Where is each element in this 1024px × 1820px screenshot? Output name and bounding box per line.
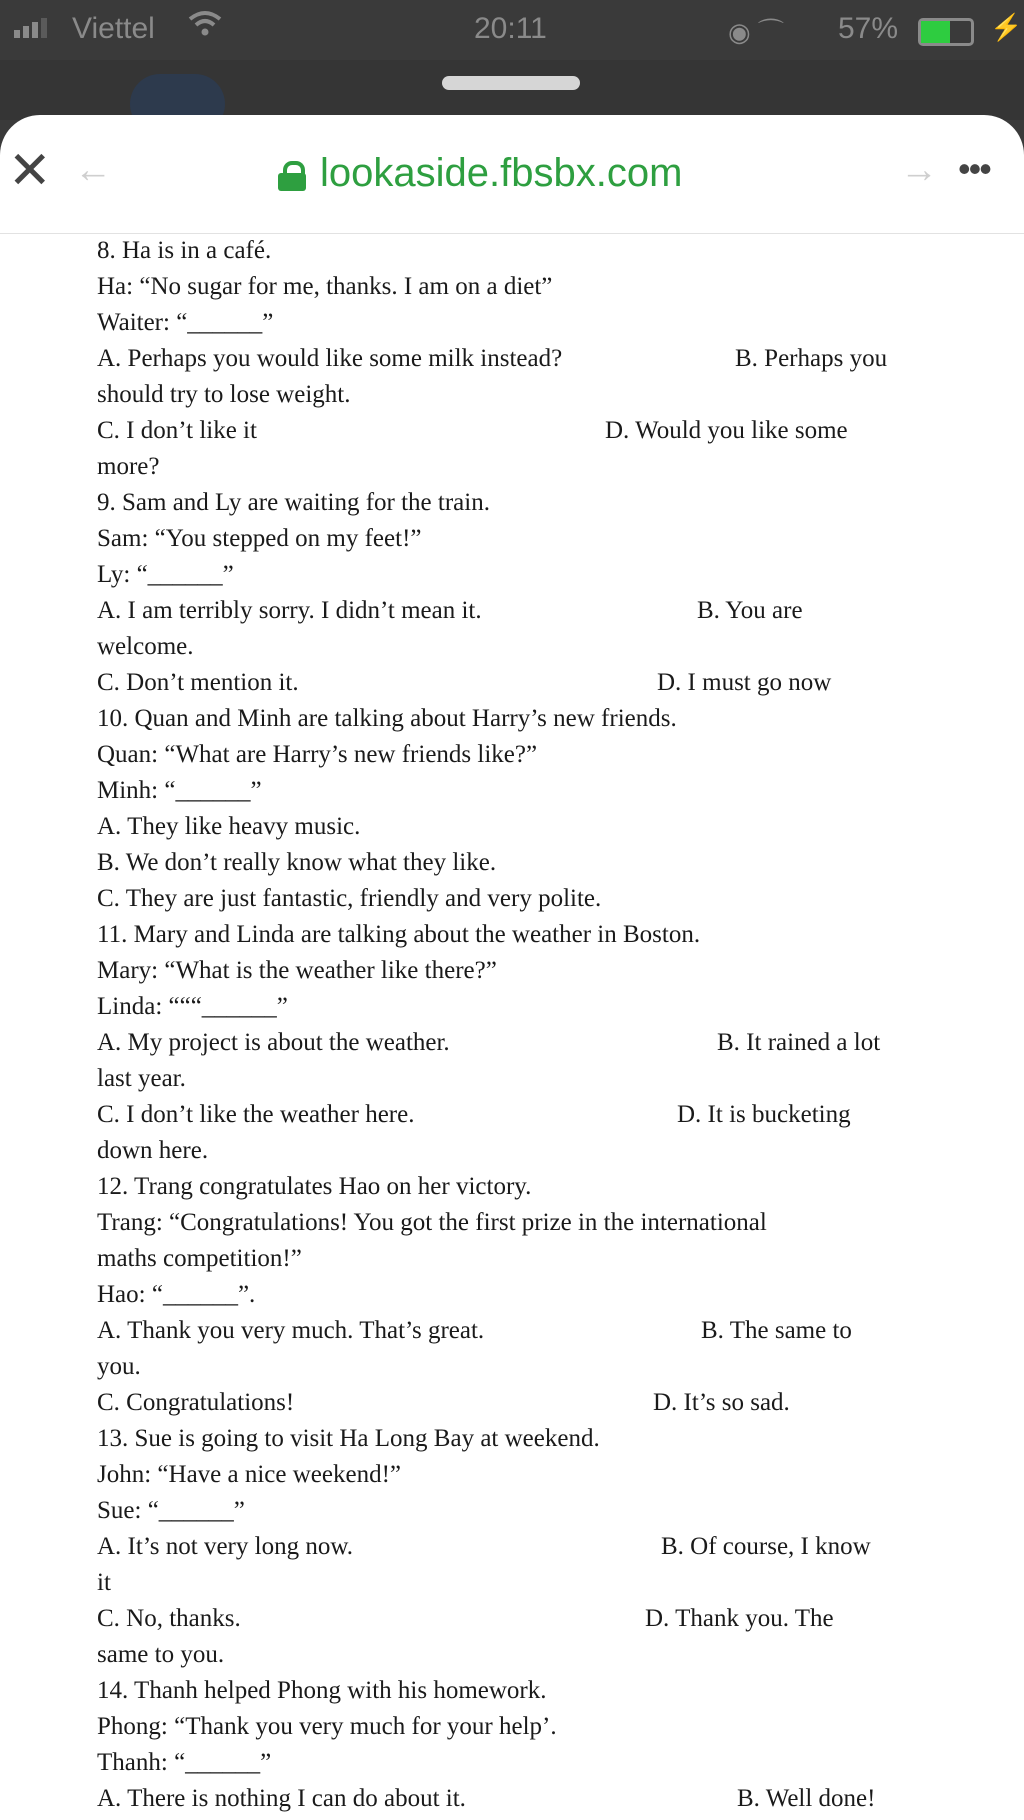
line-text: C. No, thanks. [97,1605,241,1632]
document-line [97,1709,997,1745]
document-line [97,1493,997,1529]
line-text: A. My project is about the weather. [97,1029,450,1056]
option-right: D. I must go now [657,669,832,696]
document-line [97,773,997,809]
line-text: 10. Quan and Minh are talking about Harry’s new friends. [97,705,677,732]
line-text: Ly: “______” [97,561,234,588]
document-line [97,413,997,449]
line-text: more? [97,453,160,480]
line-text: Hao: “______”. [97,1281,256,1308]
document-line [97,485,997,521]
document-line [97,1061,997,1097]
line-text: should try to lose weight. [97,381,351,408]
line-text: Trang: “Congratulations! You got the first prize in the international [97,1209,767,1236]
document-line [97,917,997,953]
document-line [97,269,997,305]
line-text: Phong: “Thank you very much for your help’. [97,1713,557,1740]
line-text: Sue: “______” [97,1497,245,1524]
line-text: down here. [97,1137,209,1164]
url-bar [0,115,1024,234]
line-text: A. Perhaps you would like some milk instead? [97,345,563,372]
document-line [97,1241,997,1277]
document-line [97,593,997,629]
line-text: A. I am terribly sorry. I didn’t mean it. [97,597,482,624]
charging-icon: ⚡ [990,12,1023,42]
document-line [97,305,997,341]
document-line [97,737,997,773]
line-text: C. Don’t mention it. [97,669,299,696]
line-text: 11. Mary and Linda are talking about the weather in Boston. [97,921,701,948]
document-line [97,1349,997,1385]
line-text: 14. Thanh helped Phong with his homework. [97,1677,547,1704]
document-line [97,881,997,917]
status-bar [0,0,1024,60]
battery-level [921,21,950,43]
option-right: B. Of course, I know [661,1533,871,1560]
line-text: 13. Sue is going to visit Ha Long Bay at weekend. [97,1425,600,1452]
document-line [97,1781,997,1817]
option-right: D. Thank you. The [645,1605,834,1632]
document-line [97,521,997,557]
option-right: D. It’s so sad. [653,1389,790,1416]
line-text: C. They are just fantastic, friendly and very polite. [97,885,602,912]
line-text: John: “Have a nice weekend!” [97,1461,402,1488]
document-line [97,1133,997,1169]
line-text: it [97,1569,111,1596]
document-line [97,1601,997,1637]
line-text: 12. Trang congratulates Hao on her victory. [97,1173,532,1200]
line-text: A. There is nothing I can do about it. [97,1785,466,1812]
option-right: B. The same to [701,1317,852,1344]
sheet-drag-handle[interactable] [442,76,580,90]
document-line [97,233,997,269]
document-line [97,1169,997,1205]
line-text: you. [97,1353,141,1380]
line-text: Ha: “No sugar for me, thanks. I am on a diet” [97,273,553,300]
carrier-name: Viettel [72,12,155,45]
document-line [97,1637,997,1673]
document-line [97,1673,997,1709]
document-content [97,233,997,1817]
document-line [97,557,997,593]
line-text: Linda: “““______” [97,993,288,1020]
document-line [97,341,997,377]
document-line [97,845,997,881]
document-line [97,1313,997,1349]
option-right: D. Would you like some [605,417,848,444]
browser-sheet [0,115,1024,1820]
line-text: same to you. [97,1641,225,1668]
line-text: welcome. [97,633,194,660]
status-icons: ◉ ⌒ [728,17,784,47]
line-text: last year. [97,1065,186,1092]
back-arrow-icon[interactable]: ← [74,149,112,191]
line-text: Waiter: “______” [97,309,274,336]
document-line [97,1205,997,1241]
line-text: 9. Sam and Ly are waiting for the train. [97,489,490,516]
line-text: Thanh: “______” [97,1749,272,1776]
document-line [97,449,997,485]
line-text: 8. Ha is in a café. [97,237,272,264]
line-text: maths competition!” [97,1245,302,1272]
line-text: Quan: “What are Harry’s new friends like?” [97,741,538,768]
document-line [97,1745,997,1781]
document-line [97,953,997,989]
line-text: C. I don’t like it [97,417,257,444]
lock-icon [278,161,306,189]
signal-icon [14,18,47,38]
line-text: A. They like heavy music. [97,813,361,840]
url-text[interactable]: lookaside.fbsbx.com [320,151,683,195]
document-line [97,377,997,413]
document-line [97,629,997,665]
document-line [97,1457,997,1493]
line-text: C. Congratulations! [97,1389,295,1416]
wifi-icon [188,10,222,46]
more-icon[interactable]: ••• [958,148,990,189]
document-line [97,665,997,701]
battery-percent: 57% [838,12,899,45]
document-line [97,1025,997,1061]
line-text: Minh: “______” [97,777,262,804]
document-line [97,1385,997,1421]
clock: 20:11 [474,12,547,45]
option-right: B. Well done! [737,1785,876,1812]
document-line [97,1277,997,1313]
document-line [97,809,997,845]
option-right: B. Perhaps you [735,345,888,372]
document-line [97,1097,997,1133]
document-line [97,1565,997,1601]
document-line [97,701,997,737]
option-right: B. It rained a lot [717,1029,881,1056]
line-text: Mary: “What is the weather like there?” [97,957,497,984]
document-line [97,1421,997,1457]
line-text: Sam: “You stepped on my feet!” [97,525,422,552]
line-text: A. Thank you very much. That’s great. [97,1317,485,1344]
battery-icon [918,18,974,46]
option-right: B. You are [697,597,803,624]
background-app-strip [0,60,1024,120]
line-text: C. I don’t like the weather here. [97,1101,415,1128]
document-line [97,989,997,1025]
document-line [97,1529,997,1565]
close-icon[interactable]: ✕ [8,142,52,200]
option-right: D. It is bucketing [677,1101,851,1128]
line-text: A. It’s not very long now. [97,1533,353,1560]
forward-arrow-icon[interactable]: → [900,149,938,191]
line-text: B. We don’t really know what they like. [97,849,497,876]
